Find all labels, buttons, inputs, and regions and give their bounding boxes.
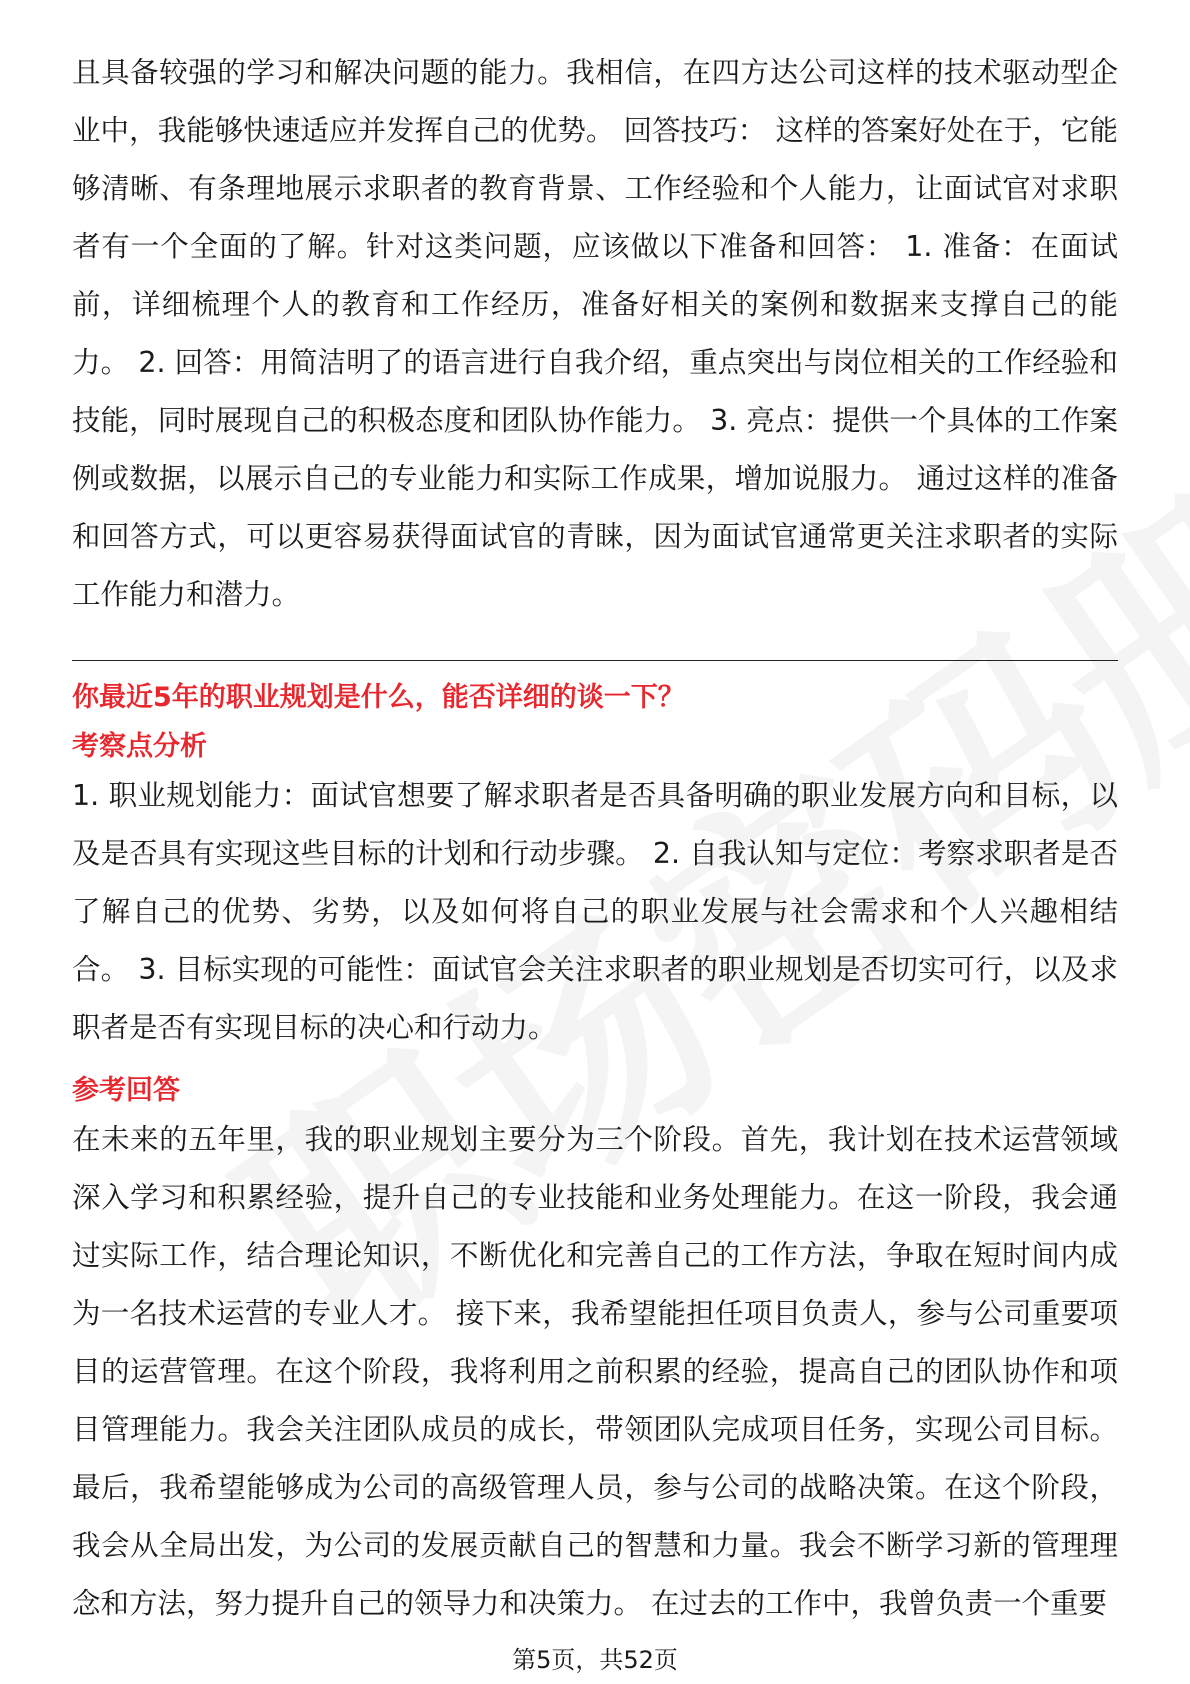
page-content [72,44,1118,1633]
analysis-heading: 考察点分析 [72,731,207,762]
analysis-text: 1. 职业规划能力：面试官想要了解求职者是否具备明确的职业发展方向和目标，以及是否具有实现这些目标的计划和行动步骤。 2. 自我认知与定位：考察求职者是否了解自己的优势、劣势，以及如何将自己的职业发展与社会需求和个人兴趣相结合。 3. 目标实现的可能性：面试官会关注求职者的职业规划是否切实可行，以及求职者是否有实现目标的决心和行动力。 [72,779,1118,1044]
question-title: 你最近5年的职业规划是什么，能否详细的谈一下？ [72,682,685,713]
answer-text: 在未来的五年里，我的职业规划主要分为三个阶段。首先，我计划在技术运营领域深入学习和积累经验，提升自己的专业技能和业务处理能力。在这一阶段，我会通过实际工作，结合理论知识，不断优化和完善自己的工作方法，争取在短时间内成为一名技术运营的专业人才。 接下来，我希望能担任项目负责人，参与公司重要项目的运营管理。在这个阶段，我将利用之前积累的经验，提高自己的团队协作和项目管理能力。我会关注团队成员的成长，带领团队完成项目任务，实现公司目标。最后，我希望能够成为公司的高级管理人员，参与公司的战略决策。在这个阶段，我会从全局出发，为公司的发展贡献自己的智慧和力量。我会不断学习新的管理理念和方法，努力提升自己的领导力和决策力。 在过去的工作中，我曾负责一个重要 [72,1123,1118,1620]
answer-heading: 参考回答 [72,1075,180,1106]
section-divider [72,660,1118,661]
page-number: 第5页，共52页 [512,1646,678,1674]
intro-continuation-text: 且具备较强的学习和解决问题的能力。我相信，在四方达公司这样的技术驱动型企业中，我能够快速适应并发挥自己的优势。 回答技巧： 这样的答案好处在于，它能够清晰、有条理地展示求职者的教育背景、工作经验和个人能力，让面试官对求职者有一个全面的了解。针对这类问题，应该做以下准备和回答： 1. 准备：在面试前，详细梳理个人的教育和工作经历，准备好相关的案例和数据来支撑自己的能力。 2. 回答：用简洁明了的语言进行自我介绍，重点突出与岗位相关的工作经验和技能，同时展现自己的积极态度和团队协作能力。 3. 亮点：提供一个具体的工作案例或数据，以展示自己的专业能力和实际工作成果，增加说服力。 通过这样的准备和回答方式，可以更容易获得面试官的青睐，因为面试官通常更关注求职者的实际工作能力和潜力。 [72,56,1118,611]
